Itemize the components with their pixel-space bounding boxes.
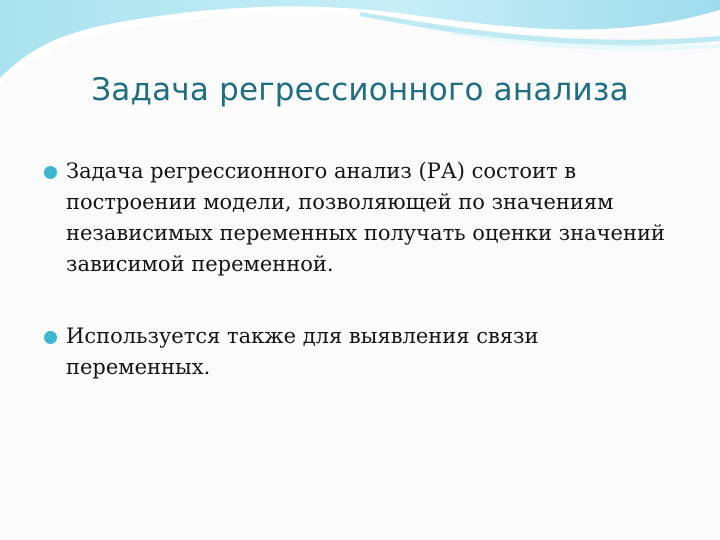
slide-title: Задача регрессионного анализа — [91, 72, 629, 108]
bullet-icon — [44, 166, 57, 179]
bullet-icon — [44, 331, 57, 344]
bullet-item-1 — [44, 156, 684, 280]
bullet-text-2: Используется также для выявления связи переменных. — [66, 324, 539, 379]
slide-content — [44, 156, 684, 383]
bullet-item-2 — [44, 321, 684, 383]
bullet-text-1: Задача регрессионного анализ (РА) состоит в построении модели, позволяющей по значениям независимых переменных получать оценки значений зависимой переменной. — [66, 159, 665, 276]
